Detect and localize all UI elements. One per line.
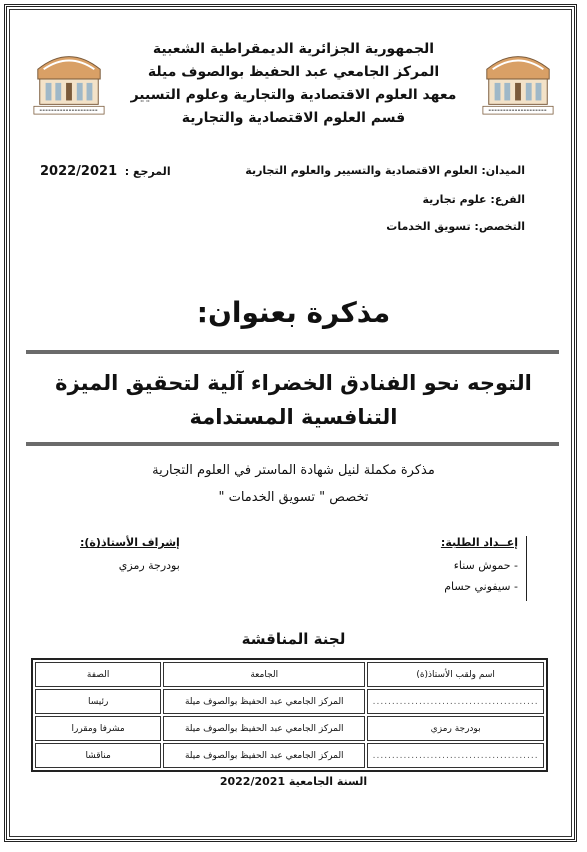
header-line-department: قسم العلوم الاقتصادية والتجارية — [181, 110, 406, 126]
institution-header — [120, 38, 467, 130]
member-university: المركز الجامعي عبد الحفيظ بوالصوف ميلة — [163, 689, 365, 714]
table-row — [35, 716, 544, 741]
supervisor-name: بودرجة رمزي — [118, 559, 180, 572]
column-header-name: اسم ولقب الأستاذ(ة) — [367, 662, 544, 687]
university-logo-icon — [479, 40, 557, 118]
main-title: مذكرة بعنوان: — [196, 296, 391, 329]
students-block — [441, 536, 527, 601]
table-header-row — [35, 662, 544, 687]
thesis-title-line-1: التوجه نحو الفنادق الخضراء آلية لتحقيق الميزة — [55, 371, 532, 395]
column-header-university: الجامعة — [163, 662, 365, 687]
thesis-title — [30, 366, 557, 434]
supervisor-block — [80, 536, 180, 580]
header-line-republic: الجمهورية الجزائرية الديمقراطية الشعبية — [152, 41, 435, 57]
title-rule-top — [26, 350, 559, 354]
table-row — [35, 689, 544, 714]
member-role: رئيسا — [35, 689, 161, 714]
field-label: الميدان: — [481, 164, 525, 177]
thesis-title-line-2: التنافسية المستدامة — [189, 405, 398, 429]
member-name: ........................................... — [367, 743, 544, 768]
student-name: - حموش سناء — [453, 559, 518, 572]
table-row — [35, 743, 544, 768]
member-university: المركز الجامعي عبد الحفيظ بوالصوف ميلة — [163, 743, 365, 768]
specialization-value: تسويق الخدمات — [386, 220, 471, 233]
title-rule-bottom — [26, 442, 559, 446]
header-line-university: المركز الجامعي عبد الحفيظ بوالصوف ميلة — [147, 64, 440, 80]
member-role: مناقشا — [35, 743, 161, 768]
branch-label: الفرع: — [490, 193, 525, 206]
reference-line — [40, 164, 171, 179]
degree-subtitle: مذكرة مكملة لنيل شهادة الماستر في العلوم التجارية — [152, 463, 435, 478]
reference-value: 2022/2021 — [40, 164, 118, 179]
reference-label: المرجع : — [124, 165, 171, 178]
academic-year: السنة الجامعية 2022/2021 — [219, 775, 368, 788]
committee-title: لجنة المناقشة — [241, 630, 346, 648]
field-value: العلوم الاقتصادية والتسيير والعلوم التجارية — [245, 164, 478, 177]
header-line-institute: معهد العلوم الاقتصادية والتجارية وعلوم التسيير — [130, 87, 457, 103]
supervisor-heading: إشراف الأستاذ(ة): — [80, 536, 180, 549]
member-name: ........................................... — [367, 689, 544, 714]
member-role: مشرفا ومقررا — [35, 716, 161, 741]
university-logo-icon — [30, 40, 108, 118]
branch-value: علوم تجارية — [422, 193, 487, 206]
member-university: المركز الجامعي عبد الحفيظ بوالصوف ميلة — [163, 716, 365, 741]
field-line — [245, 164, 525, 177]
branch-line — [422, 193, 525, 206]
specialization-line — [386, 220, 525, 233]
column-header-role: الصفة — [35, 662, 161, 687]
committee-table — [31, 658, 548, 772]
student-name: - سيفوني حسام — [444, 580, 518, 593]
specialization-label: التخصص: — [474, 220, 525, 233]
member-name: بودرجة رمزي — [367, 716, 544, 741]
students-heading: إعــداد الطلبة: — [440, 536, 518, 549]
specialty-subtitle: تخصص " تسويق الخدمات " — [218, 490, 369, 505]
